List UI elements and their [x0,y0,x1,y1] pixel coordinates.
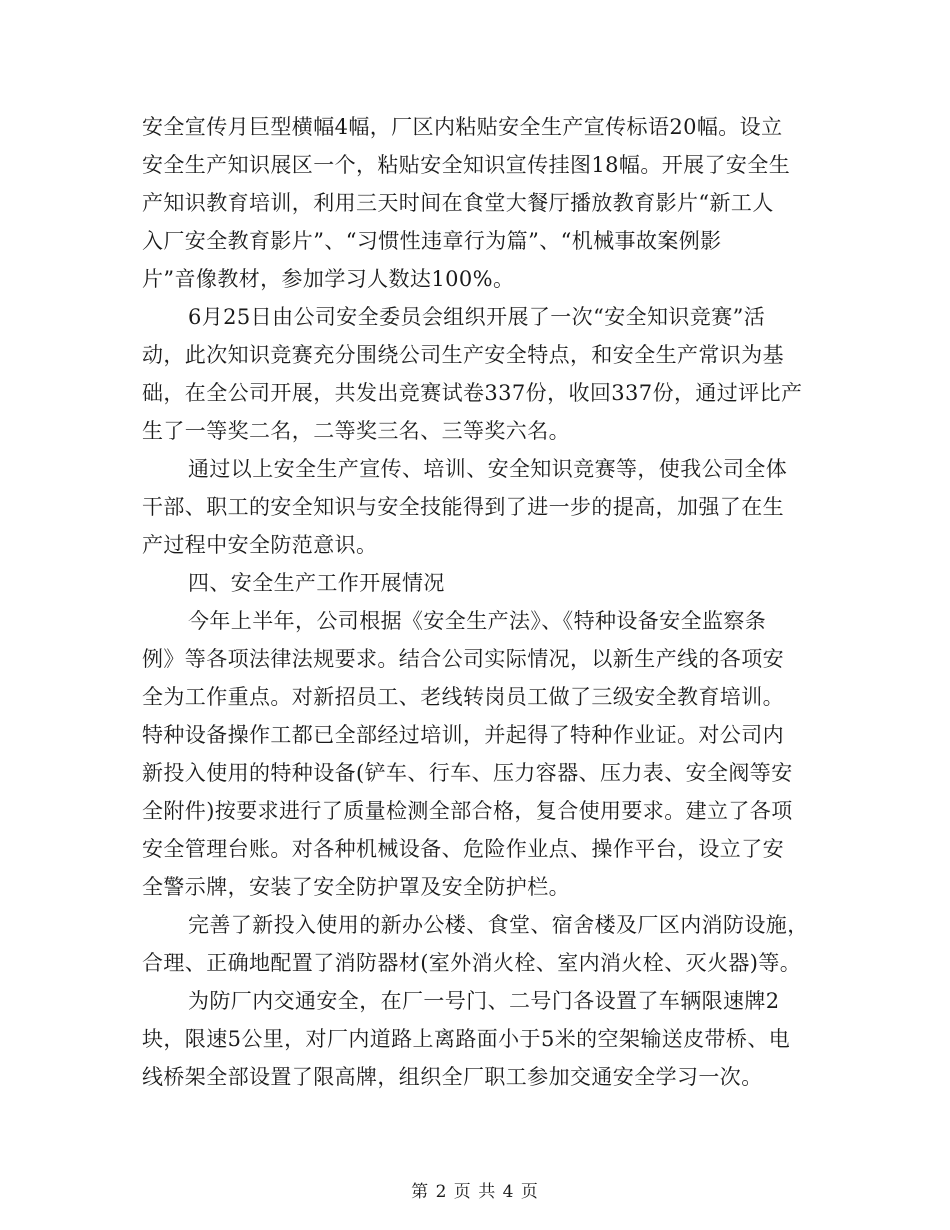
text-line: 合理、正确地配置了消防器材(室外消火栓、室内消火栓、灭火器)等。 [142,951,802,975]
text-line: 全附件)按要求进行了质量检测全部合格，复合使用要求。建立了各项 [142,799,793,823]
text-line: 片”音像教材，参加学习人数达100%。 [142,267,515,291]
document-body [142,108,814,1096]
text-line: 动，此次知识竞赛充分围绕公司生产安全特点，和安全生产常识为基 [142,343,784,367]
paragraph-publicity-month [142,108,814,298]
paragraph-work-progress [142,602,814,906]
text-line: 例》等各项法律法规要求。结合公司实际情况，以新生产线的各项安 [142,647,784,671]
text-line: 础，在全公司开展，共发出竞赛试卷337份，收回337份，通过评比产 [142,381,803,405]
text-line: 安全管理台账。对各种机械设备、危险作业点、操作平台，设立了安 [142,837,784,861]
text-line: 今年上半年，公司根据《安全生产法》、《特种设备安全监察条 [188,609,767,633]
section-heading-text: 四、安全生产工作开展情况 [188,571,445,595]
paragraph-summary [142,450,814,564]
paragraph-knowledge-contest [142,298,814,450]
text-line: 生了一等奖二名，二等奖三名、三等奖六名。 [142,419,570,443]
text-line: 产知识教育培训，利用三天时间在食堂大餐厅播放教育影片“新工人 [142,191,774,215]
text-line: 安全宣传月巨型横幅4幅，厂区内粘贴安全生产宣传标语20幅。设立 [142,115,783,139]
text-line: 完善了新投入使用的新办公楼、食堂、宿舍楼及厂区内消防设施， [188,913,809,937]
text-line: 安全生产知识展区一个，粘贴安全知识宣传挂图18幅。开展了安全生 [142,153,791,177]
section-heading [142,564,814,602]
text-line: 通过以上安全生产宣传、培训、安全知识竞赛等，使我公司全体 [188,457,788,481]
text-line: 特种设备操作工都已全部经过培训，并起得了特种作业证。对公司内 [142,723,784,747]
text-line: 产过程中安全防范意识。 [142,533,378,557]
text-line: 6月25日由公司安全委员会组织开展了一次“安全知识竞赛”活 [188,305,766,329]
text-line: 块，限速5公里，对厂内道路上离路面小于5米的空架输送皮带桥、电 [142,1027,791,1051]
text-line: 全为工作重点。对新招员工、老线转岗员工做了三级安全教育培训。 [142,685,784,709]
text-line: 全警示牌，安装了安全防护罩及安全防护栏。 [142,875,570,899]
paragraph-fire-safety [142,906,814,982]
text-line: 为防厂内交通安全，在厂一号门、二号门各设置了车辆限速牌2 [188,989,780,1013]
page-number-footer: 第 2 页 共 4 页 [411,1182,539,1202]
paragraph-traffic-safety [142,982,814,1096]
text-line: 新投入使用的特种设备(铲车、行车、压力容器、压力表、安全阀等安 [142,761,793,785]
text-line: 入厂安全教育影片”、“习惯性违章行为篇”、“机械事故案例影 [142,229,722,253]
text-line: 线桥架全部设置了限高牌，组织全厂职工参加交通安全学习一次。 [142,1065,763,1089]
text-line: 干部、职工的安全知识与安全技能得到了进一步的提高，加强了在生 [142,495,784,519]
